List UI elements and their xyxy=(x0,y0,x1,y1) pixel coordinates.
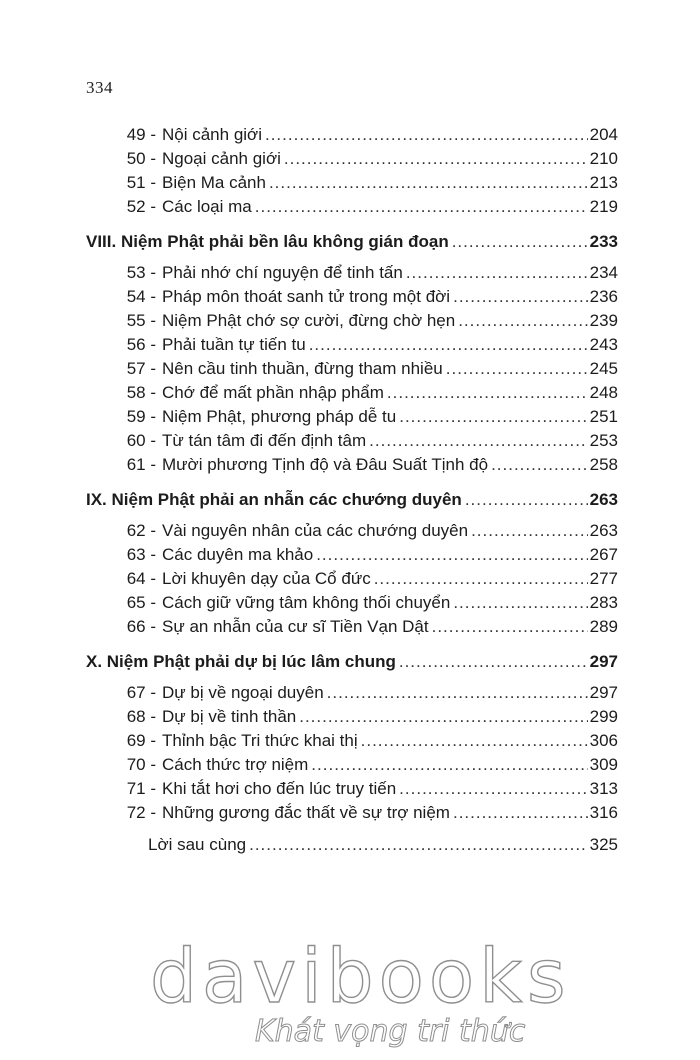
toc-entry-number: 71 - xyxy=(126,779,156,798)
toc-entry-number: 55 - xyxy=(126,311,156,330)
toc-entry xyxy=(119,310,618,332)
toc-title: Ngoại cảnh giới xyxy=(162,149,281,168)
toc-page-number: 239 xyxy=(589,311,618,330)
toc-page-number: 267 xyxy=(589,545,618,564)
toc-title: Những gương đắc thất về sự trợ niệm xyxy=(162,803,450,822)
toc-title: Phải tuần tự tiến tu xyxy=(162,335,306,354)
dot-leader xyxy=(255,196,588,218)
toc-entry xyxy=(119,124,618,146)
toc-title: Biện Ma cảnh xyxy=(162,173,266,192)
toc-entry xyxy=(119,148,618,170)
toc-entry xyxy=(119,382,618,404)
toc-entry-number: 58 - xyxy=(126,383,156,402)
dot-leader xyxy=(465,489,588,511)
watermark-brand: davibooks xyxy=(150,934,571,1020)
dot-leader xyxy=(399,651,588,673)
dot-leader xyxy=(446,358,588,380)
toc-entry-number: 56 - xyxy=(126,335,156,354)
toc-entry xyxy=(119,286,618,308)
toc-section xyxy=(86,231,618,253)
toc-entry-number: 67 - xyxy=(126,683,156,702)
watermark-tagline: Khát vọng tri thức xyxy=(255,1014,526,1049)
toc-title: Các loại ma xyxy=(162,197,252,216)
toc-entry xyxy=(119,706,618,728)
toc-page-number: 313 xyxy=(589,779,618,798)
toc-title: Lời khuyên dạy của Cổ đức xyxy=(162,569,371,588)
toc-page-number: 263 xyxy=(589,521,618,540)
toc-title: Từ tán tâm đi đến định tâm xyxy=(162,431,367,450)
toc-page-number: 219 xyxy=(589,197,618,216)
toc-title: Niệm Phật chớ sợ cười, đừng chờ hẹn xyxy=(162,311,456,330)
toc-entry-number: 70 - xyxy=(126,755,156,774)
toc-title: Nội cảnh giới xyxy=(162,125,262,144)
toc-entry-number: 52 - xyxy=(126,197,156,216)
toc-entry xyxy=(119,172,618,194)
toc-title: Cách giữ vững tâm không thối chuyển xyxy=(162,593,451,612)
toc-page-number: 204 xyxy=(589,125,618,144)
toc-entry xyxy=(119,262,618,284)
dot-leader xyxy=(452,231,588,253)
dot-leader xyxy=(316,544,587,566)
toc-title: Chớ để mất phần nhập phẩm xyxy=(162,383,384,402)
dot-leader xyxy=(432,616,588,638)
toc-entry-number: 53 - xyxy=(126,263,156,282)
toc-entry xyxy=(119,778,618,800)
toc-entry xyxy=(119,520,618,542)
toc-entry-number: 62 - xyxy=(126,521,156,540)
toc-entry xyxy=(119,544,618,566)
dot-leader xyxy=(284,148,588,170)
dot-leader xyxy=(491,454,588,476)
toc-entry-number: 50 - xyxy=(126,149,156,168)
toc-page-number: 245 xyxy=(589,359,618,378)
toc-page-number: 213 xyxy=(589,173,618,192)
toc-title: Mười phương Tịnh độ và Đâu Suất Tịnh độ xyxy=(162,455,489,474)
toc-page-number: 233 xyxy=(589,232,618,251)
toc-page-number: 234 xyxy=(589,263,618,282)
toc-page-number: 263 xyxy=(589,490,618,509)
toc-title: Sự an nhẫn của cư sĩ Tiền Vạn Dật xyxy=(162,617,429,636)
toc-title: Lời sau cùng xyxy=(148,835,247,854)
dot-leader xyxy=(265,124,588,146)
dot-leader xyxy=(453,802,588,824)
toc-entry xyxy=(119,334,618,356)
toc-closing xyxy=(148,834,618,856)
toc-title: Thỉnh bậc Tri thức khai thị xyxy=(162,731,358,750)
toc-entry xyxy=(119,568,618,590)
dot-leader xyxy=(453,286,588,308)
toc-entry-number: 72 - xyxy=(126,803,156,822)
dot-leader xyxy=(361,730,588,752)
toc-section xyxy=(86,651,618,673)
dot-leader xyxy=(299,706,587,728)
toc-entry xyxy=(119,802,618,824)
toc-page-number: 309 xyxy=(589,755,618,774)
toc-entry-number: 64 - xyxy=(126,569,156,588)
toc-page-number: 325 xyxy=(589,835,618,854)
dot-leader xyxy=(369,430,587,452)
toc-entry-number: 61 - xyxy=(126,455,156,474)
dot-leader xyxy=(309,334,588,356)
toc-page-number: 248 xyxy=(589,383,618,402)
dot-leader xyxy=(453,592,587,614)
dot-leader xyxy=(406,262,588,284)
toc-entry xyxy=(119,358,618,380)
toc-page-number: 210 xyxy=(589,149,618,168)
toc-entry xyxy=(119,754,618,776)
toc-title: Khi tắt hơi cho đến lúc truy tiến xyxy=(162,779,397,798)
toc-entry-number: 63 - xyxy=(126,545,156,564)
toc-title: Dự bị về tinh thần xyxy=(162,707,297,726)
toc-entry-number: 68 - xyxy=(126,707,156,726)
toc-entry-number: 69 - xyxy=(126,731,156,750)
toc-title: Vài nguyên nhân của các chướng duyên xyxy=(162,521,469,540)
toc-entry-number: 51 - xyxy=(126,173,156,192)
toc-page-number: 253 xyxy=(589,431,618,450)
toc-title: VIII. Niệm Phật phải bền lâu không gián đoạn xyxy=(86,232,449,251)
toc-page-number: 258 xyxy=(589,455,618,474)
dot-leader xyxy=(458,310,587,332)
toc-page-number: 289 xyxy=(589,617,618,636)
toc-entry-number: 49 - xyxy=(126,125,156,144)
toc-entry xyxy=(119,406,618,428)
watermark-logo xyxy=(150,934,571,1060)
toc-entry-number: 65 - xyxy=(126,593,156,612)
toc-entry xyxy=(119,682,618,704)
toc-title: Phải nhớ chí nguyện để tinh tấn xyxy=(162,263,403,282)
toc-title: Cách thức trợ niệm xyxy=(162,755,309,774)
toc-page-number: 297 xyxy=(589,683,618,702)
toc-title: Niệm Phật, phương pháp dễ tu xyxy=(162,407,397,426)
dot-leader xyxy=(387,382,588,404)
toc-page-number: 283 xyxy=(589,593,618,612)
toc-page-number: 316 xyxy=(589,803,618,822)
toc-title: Dự bị về ngoại duyên xyxy=(162,683,324,702)
toc-title: X. Niệm Phật phải dự bị lúc lâm chung xyxy=(86,652,396,671)
toc-title: Pháp môn thoát sanh tử trong một đời xyxy=(162,287,451,306)
toc-entry xyxy=(119,430,618,452)
toc-entry xyxy=(119,592,618,614)
toc-page-number: 299 xyxy=(589,707,618,726)
dot-leader xyxy=(249,834,588,856)
toc-entry xyxy=(119,196,618,218)
dot-leader xyxy=(399,778,587,800)
toc-page-number: 236 xyxy=(589,287,618,306)
dot-leader xyxy=(327,682,588,704)
dot-leader xyxy=(399,406,587,428)
toc-entry-number: 57 - xyxy=(126,359,156,378)
toc-entry-number: 66 - xyxy=(126,617,156,636)
toc-page-number: 306 xyxy=(589,731,618,750)
toc-page-number: 297 xyxy=(589,652,618,671)
toc-title: Các duyên ma khảo xyxy=(162,545,314,564)
toc-entry xyxy=(119,454,618,476)
toc-entry xyxy=(119,616,618,638)
toc-title: IX. Niệm Phật phải an nhẫn các chướng duyên xyxy=(86,490,462,509)
toc-section xyxy=(86,489,618,511)
dot-leader xyxy=(374,568,588,590)
toc-entry-number: 60 - xyxy=(126,431,156,450)
toc-entry-number: 59 - xyxy=(126,407,156,426)
toc-entry xyxy=(119,730,618,752)
toc-page-number: 243 xyxy=(589,335,618,354)
toc-entry-number: 54 - xyxy=(126,287,156,306)
dot-leader xyxy=(311,754,587,776)
toc-page-number: 277 xyxy=(589,569,618,588)
toc-title: Nên cầu tinh thuần, đừng tham nhiều xyxy=(162,359,443,378)
dot-leader xyxy=(471,520,588,542)
dot-leader xyxy=(269,172,588,194)
page-number: 334 xyxy=(86,78,113,97)
toc-page-number: 251 xyxy=(589,407,618,426)
